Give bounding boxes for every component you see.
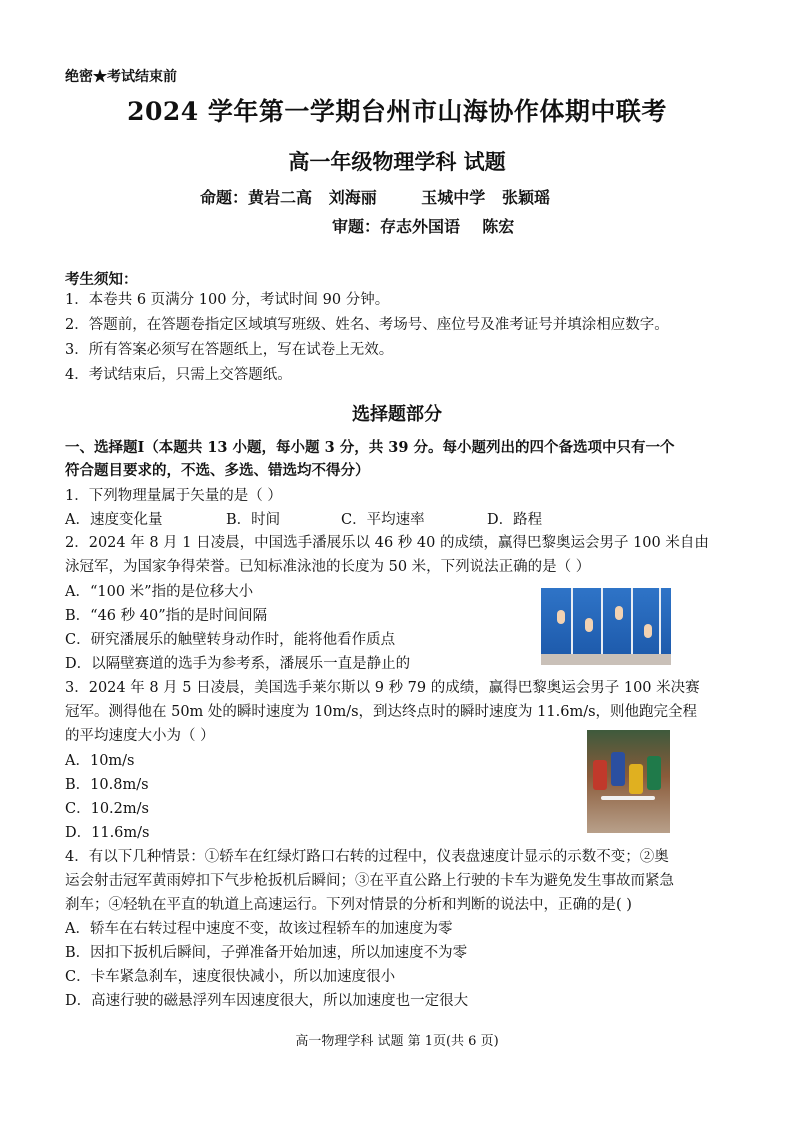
q3-option-a: A．10m/s: [65, 753, 135, 769]
notice-heading: 考生须知：: [65, 271, 138, 288]
q4-option-d: D．高速行驶的磁悬浮列车因速度很大，所以加速度也一定很大: [65, 993, 469, 1009]
exam-subtitle: 高一年级物理学科 试题: [288, 149, 506, 174]
part1-heading: 一、选择题Ⅰ（本题共 13 小题，每小题 3 分，共 39 分。每小题列出的四个备选项中只有一个: [65, 439, 675, 456]
q1-stem: 1．下列物理量属于矢量的是（ ）: [65, 488, 282, 504]
notice-item: 3．所有答案必须写在答题纸上，写在试卷上无效。: [65, 342, 394, 358]
notice-item: 1．本卷共 6 页满分 100 分，考试时间 90 分钟。: [65, 292, 390, 308]
exam-title: 2024 学年第一学期台州市山海协作体期中联考: [127, 97, 667, 126]
q4-option-b: B．因扣下扳机后瞬间，子弹准备开始加速，所以加速度不为零: [65, 945, 468, 961]
q1-option-c: C．平均速率: [341, 512, 425, 528]
q3-option-c: C．10.2m/s: [65, 801, 149, 817]
q4-option-c: C．卡车紧急刹车，速度很快减小，所以加速度很小: [65, 969, 396, 985]
page-footer: 高一物理学科 试题 第 1页(共 6 页): [295, 1034, 499, 1049]
q3-option-b: B．10.8m/s: [65, 777, 149, 793]
part1-heading: 符合题目要求的，不选、多选、错选均不得分）: [65, 462, 370, 479]
notice-item: 4．考试结束后，只需上交答题纸。: [65, 367, 292, 383]
q2-option-d: D．以隔壁赛道的选手为参考系，潘展乐一直是静止的: [65, 656, 411, 672]
q2-option-b: B．“46 秒 40”指的是时间间隔: [65, 608, 268, 624]
q4-stem: 刹车；④轻轨在平直的轨道上高速运行。下列对情景的分析和判断的说法中，正确的是( ): [65, 897, 632, 913]
sprinters-photo: [587, 730, 670, 833]
q3-stem: 3．2024 年 8 月 5 日凌晨，美国选手莱尔斯以 9 秒 79 的成绩，赢得巴黎奥运会男子 100 米决赛: [65, 680, 700, 696]
q3-option-d: D．11.6m/s: [65, 825, 150, 841]
q2-stem: 2．2024 年 8 月 1 日凌晨，中国选手潘展乐以 46 秒 40 的成绩，赢得巴黎奥运会男子 100 米自由: [65, 535, 709, 551]
q1-option-d: D．路程: [487, 512, 543, 528]
section-title: 选择题部分: [352, 404, 442, 425]
authors-line: 命题：黄岩二高 刘海丽 玉城中学 张颖瑶: [200, 188, 550, 207]
q3-stem: 冠军。测得他在 50m 处的瞬时速度为 10m/s，到达终点时的瞬时速度为 11.6m/s，则他跑完全程: [65, 704, 698, 720]
confidential-label: 绝密★考试结束前: [65, 69, 177, 85]
q3-stem: 的平均速度大小为（ ）: [65, 728, 215, 744]
q4-stem: 运会射击冠军黄雨婷扣下气步枪扳机后瞬间；③在平直公路上行驶的卡车为避免发生事故而紧急: [65, 873, 674, 889]
q4-stem: 4．有以下几种情景：①轿车在红绿灯路口右转的过程中，仪表盘速度计显示的示数不变；②奥: [65, 849, 669, 865]
q2-option-c: C．研究潘展乐的触壁转身动作时，能将他看作质点: [65, 632, 396, 648]
q1-option-b: B．时间: [226, 512, 281, 528]
q2-option-a: A．“100 米”指的是位移大小: [65, 584, 254, 600]
reviewer-line: 审题：存志外国语 陈宏: [332, 217, 515, 236]
q1-option-a: A．速度变化量: [65, 512, 163, 528]
swimming-pool-photo: [541, 588, 671, 665]
q4-option-a: A．轿车在右转过程中速度不变，故该过程轿车的加速度为零: [65, 921, 453, 937]
q2-stem: 泳冠军，为国家争得荣誉。已知标准泳池的长度为 50 米，下列说法正确的是（ ）: [65, 559, 591, 575]
notice-item: 2．答题前，在答题卷指定区域填写班级、姓名、考场号、座位号及准考证号并填涂相应数字。: [65, 317, 669, 333]
